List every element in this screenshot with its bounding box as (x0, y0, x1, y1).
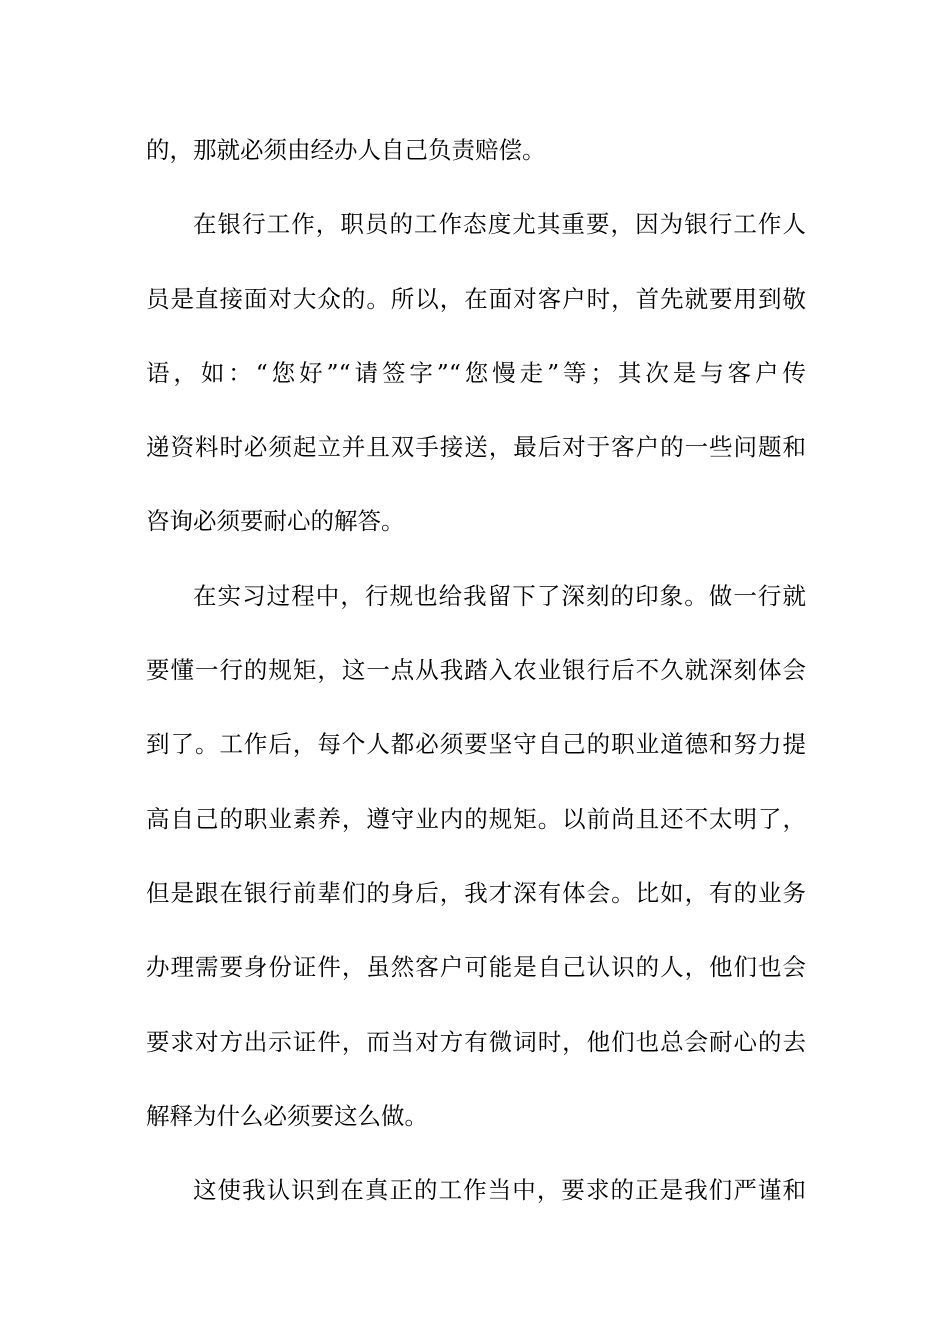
text-line: 解释为什么必须要这么做。 (146, 1101, 428, 1130)
text-line: 要懂一行的规矩，这一点从我踏入农业银行后不久就深刻体会 (146, 656, 806, 685)
text-line: 的，那就必须由经办人自己负责赔偿。 (146, 136, 546, 164)
text-line: 递资料时必须起立并且双手接送，最后对于客户的一些问题和 (146, 433, 806, 462)
text-line: 员是直接面对大众的。所以，在面对客户时，首先就要用到敬 (146, 284, 806, 313)
text-line: 高自己的职业素养，遵守业内的规矩。以前尚且还不太明了， (146, 804, 806, 833)
text-line: 语，如：“您好”“请签字”“您慢走”等；其次是与客户传 (146, 358, 806, 387)
body-text (146, 128, 806, 1242)
text-line: 办理需要身份证件，虽然客户可能是自己认识的人，他们也会 (146, 953, 806, 982)
text-line: 要求对方出示证件，而当对方有微词时，他们也总会耐心的去 (146, 1027, 806, 1056)
paragraph-first-line: 在银行工作，职员的工作态度尤其重要，因为银行工作人 (193, 210, 806, 239)
text-line: 但是跟在银行前辈们的身后，我才深有体会。比如，有的业务 (146, 878, 806, 907)
paragraph-first-line: 在实习过程中，行规也给我留下了深刻的印象。做一行就 (193, 581, 806, 610)
text-line: 到了。工作后，每个人都必须要坚守自己的职业道德和努力提 (146, 730, 806, 759)
paragraph-first-line: 这使我认识到在真正的工作当中，要求的正是我们严谨和 (193, 1176, 806, 1205)
text-line: 咨询必须要耐心的解答。 (146, 507, 405, 536)
